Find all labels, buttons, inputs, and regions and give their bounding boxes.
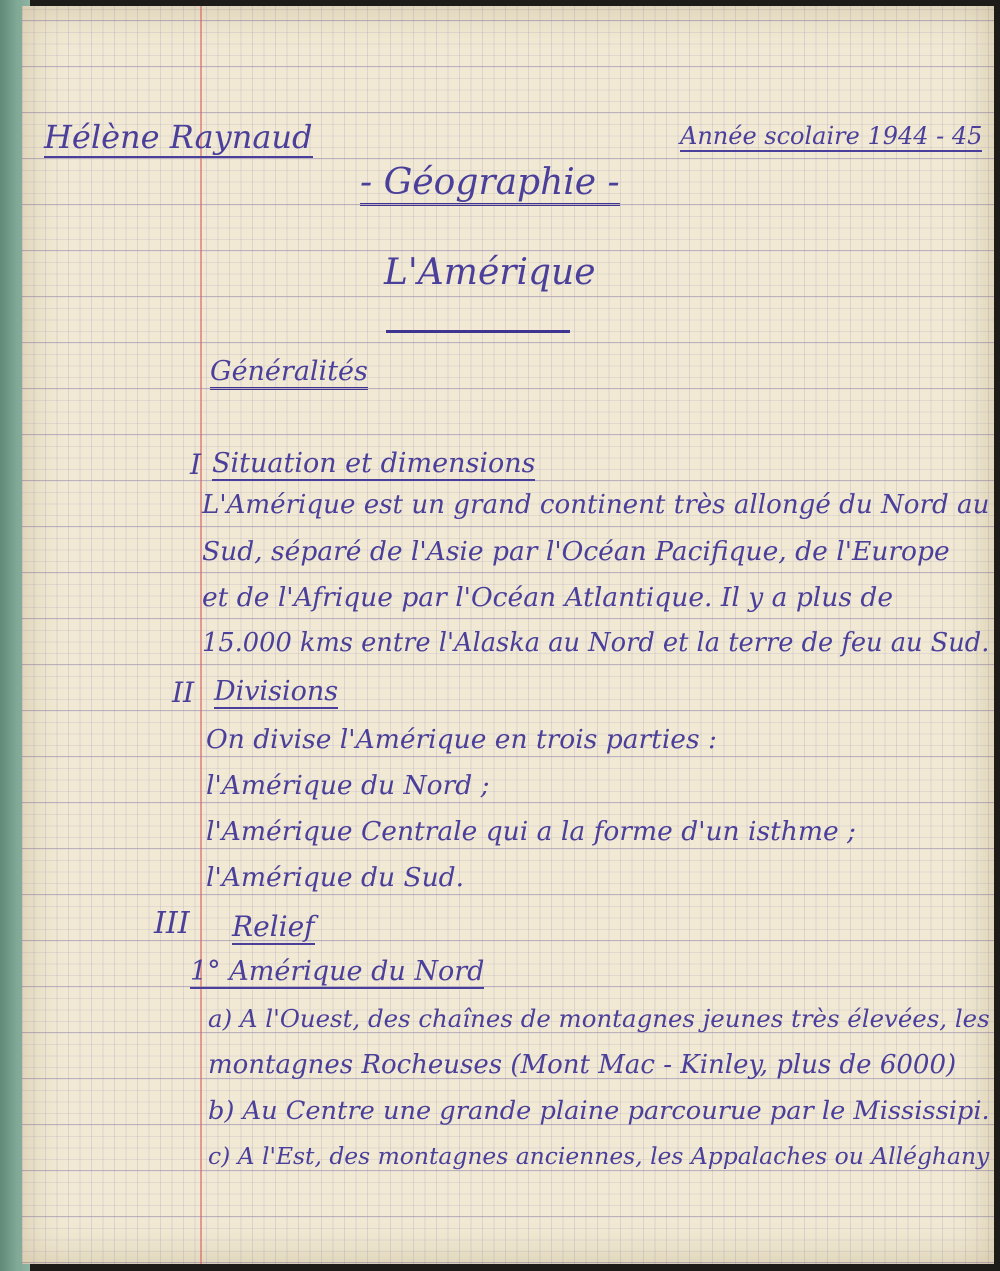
section-1-line-2: Sud, séparé de l'Asie par l'Océan Pacifique, de l'Europe xyxy=(202,536,950,567)
section-1-line-4: 15.000 kms entre l'Alaska au Nord et la terre de feu au Sud. xyxy=(202,628,990,658)
section-3-line-2: montagnes Rocheuses (Mont Mac - Kinley, plus de 6000) xyxy=(208,1050,957,1080)
section-3-heading: Relief xyxy=(232,910,315,943)
student-name: Hélène Raynaud xyxy=(44,118,313,156)
section-3-line-1: a) A l'Ouest, des chaînes de montagnes jeunes très élevées, les xyxy=(208,1004,990,1033)
section-2-line-3: l'Amérique Centrale qui a la forme d'un isthme ; xyxy=(206,816,856,847)
section-heading: Généralités xyxy=(210,356,368,390)
section-3-line-3: b) Au Centre une grande plaine parcourue par le Mississipi. xyxy=(208,1096,990,1126)
section-1-line-1: L'Amérique est un grand continent très allongé du Nord au xyxy=(202,490,990,520)
section-1-numeral: I xyxy=(190,448,202,481)
section-3-subheading: 1° Amérique du Nord xyxy=(190,956,485,987)
section-3-numeral: III xyxy=(154,906,190,941)
section-2-line-1: On divise l'Amérique en trois parties : xyxy=(206,724,717,755)
topic-title: L'Amérique xyxy=(384,252,596,293)
subject-title: - Géographie - xyxy=(360,162,620,206)
section-2-line-2: l'Amérique du Nord ; xyxy=(206,770,490,801)
school-year: Année scolaire 1944 - 45 xyxy=(680,122,983,150)
section-3-line-4: c) A l'Est, des montagnes anciennes, les Appalaches ou Alléghany xyxy=(208,1142,990,1170)
title-underline xyxy=(386,330,570,333)
section-2-line-4: l'Amérique du Sud. xyxy=(206,862,465,893)
section-1-heading: Situation et dimensions xyxy=(212,448,536,479)
section-2-heading: Divisions xyxy=(214,676,339,707)
section-1-line-3: et de l'Afrique par l'Océan Atlantique. Il y a plus de xyxy=(202,582,894,613)
section-2-numeral: II xyxy=(172,676,195,709)
